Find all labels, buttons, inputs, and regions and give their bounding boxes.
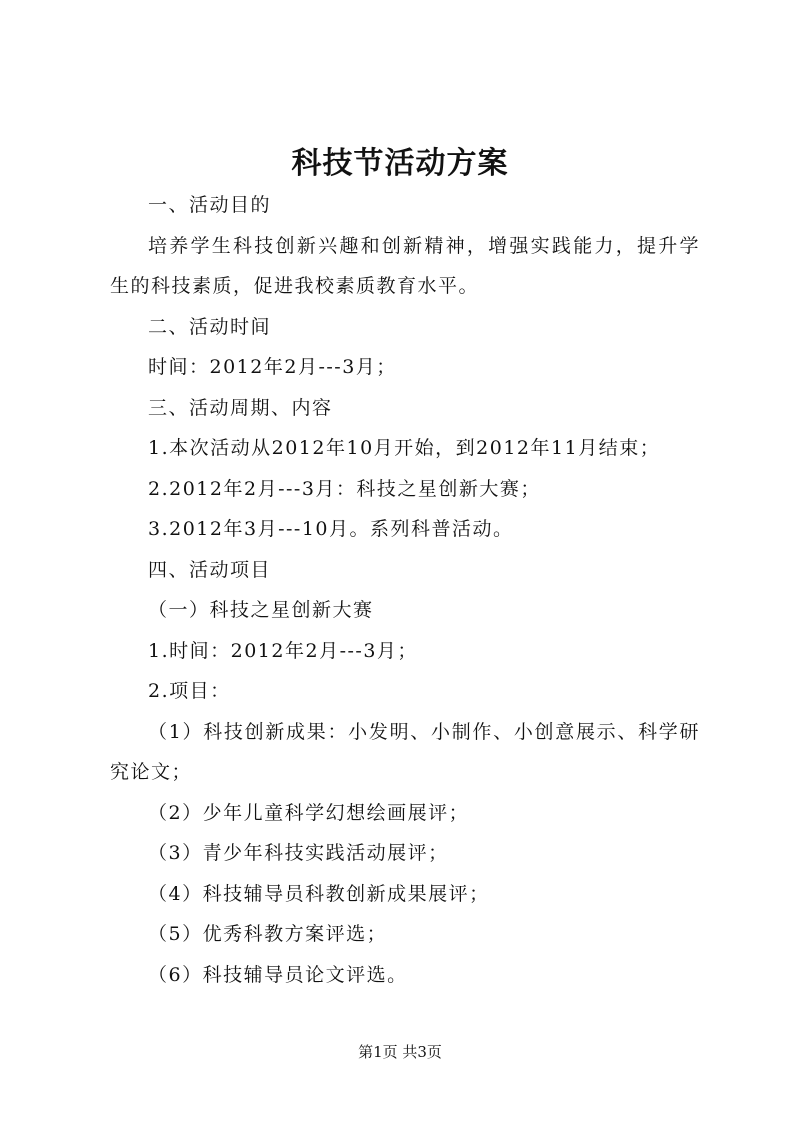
list-item: 1.本次活动从2012年10月开始，到2012年11月结束；: [148, 437, 661, 459]
list-item: 2.2012年2月---3月：科技之星创新大赛；: [148, 477, 541, 500]
list-item: （5）优秀科教方案评选；: [148, 923, 388, 945]
paragraph: 培养学生科技创新兴趣和创新精神，增强实践能力，提升学生的科技素质，促进我校素质教育水平。: [110, 234, 700, 297]
list-item: 1.时间：2012年2月---3月；: [148, 639, 418, 662]
section-heading: 一、活动目的: [148, 194, 272, 216]
subsection-heading: （一）科技之星创新大赛: [148, 599, 374, 621]
list-item: （6）科技辅导员论文评选。: [148, 963, 408, 986]
document-body: [110, 185, 700, 995]
section-heading: 四、活动项目: [148, 558, 272, 581]
list-item: （1）科技创新成果：小发明、小制作、小创意展示、科学研究论文；: [110, 720, 700, 783]
list-item: （2）少年儿童科学幻想绘画展评；: [148, 801, 470, 824]
section-heading: 三、活动周期、内容: [148, 396, 333, 419]
page-footer: 第1页 共3页: [358, 1043, 442, 1061]
document-title: 科技节活动方案: [291, 146, 509, 181]
list-item: （3）青少年科技实践活动展评；: [148, 842, 449, 864]
list-item: 3.2012年3月---10月。系列科普活动。: [148, 518, 514, 540]
list-item: 2.项目：: [148, 680, 231, 702]
paragraph: 时间：2012年2月---3月；: [148, 356, 397, 378]
list-item: （4）科技辅导员科教创新成果展评；: [148, 882, 490, 905]
section-heading: 二、活动时间: [148, 315, 272, 338]
